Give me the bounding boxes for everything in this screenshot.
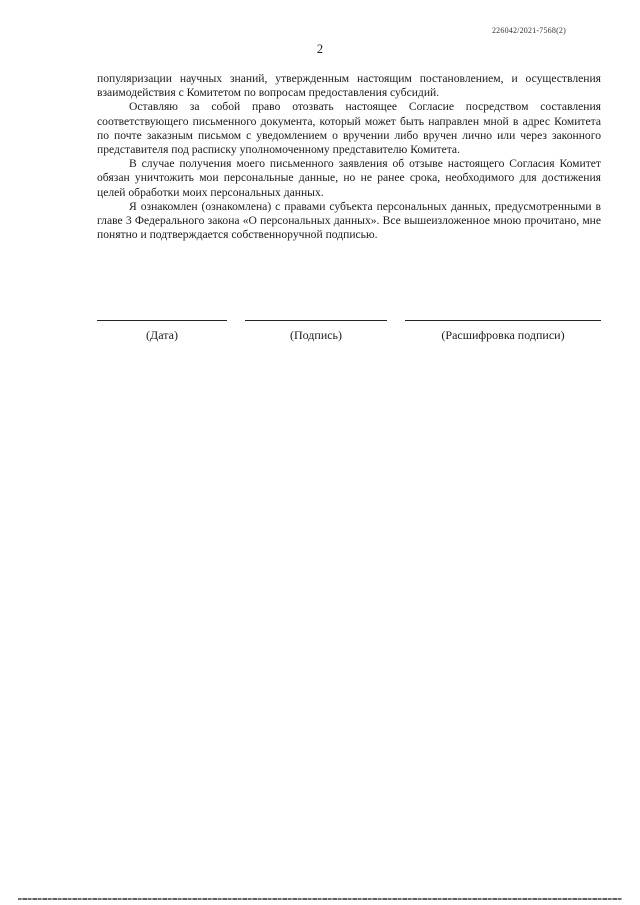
signature-line: [245, 320, 387, 321]
signature-decoding-label: (Расшифровка подписи): [441, 328, 565, 342]
signature-label: (Подпись): [289, 328, 343, 342]
date-label: (Дата): [146, 328, 178, 342]
paragraph-continuation: популяризации научных знаний, утвержденным настоящим постановлением, и осуществления взаимодействия с Комитетом по вопросам предоставления субсидий.: [97, 72, 601, 100]
paragraph-data-destruction: В случае получения моего письменного заявления об отзыве настоящего Согласия Комитет обязан уничтожить мои персональные данные, но не ранее срока, необходимого для достижения целей обработки моих персональных данных.: [97, 157, 601, 199]
document-body: [97, 72, 601, 242]
signature-decoding-line: [405, 320, 601, 321]
paragraph-revocation-right: Оставляю за собой право отозвать настоящее Согласие посредством составления соответствующего письменного документа, который может быть направлен мной в адрес Комитета по почте заказным письмом с уведомлением о вручении либо вручен лично или через законного представителя под расписку уполномоченному представителю Комитета.: [97, 100, 601, 157]
paragraph-acknowledgement: Я ознакомлен (ознакомлена) с правами субъекта персональных данных, предусмотренными в главе 3 Федерального закона «О персональных данных». Все вышеизложенное мною прочитано, мне понятно и подтверждается собственноручной подписью.: [97, 199, 601, 242]
page-number: 2: [316, 42, 324, 56]
document-number: 226042/2021-7568(2): [491, 26, 566, 35]
scan-edge-artifact: [18, 898, 622, 900]
date-signature-line: [97, 320, 227, 321]
